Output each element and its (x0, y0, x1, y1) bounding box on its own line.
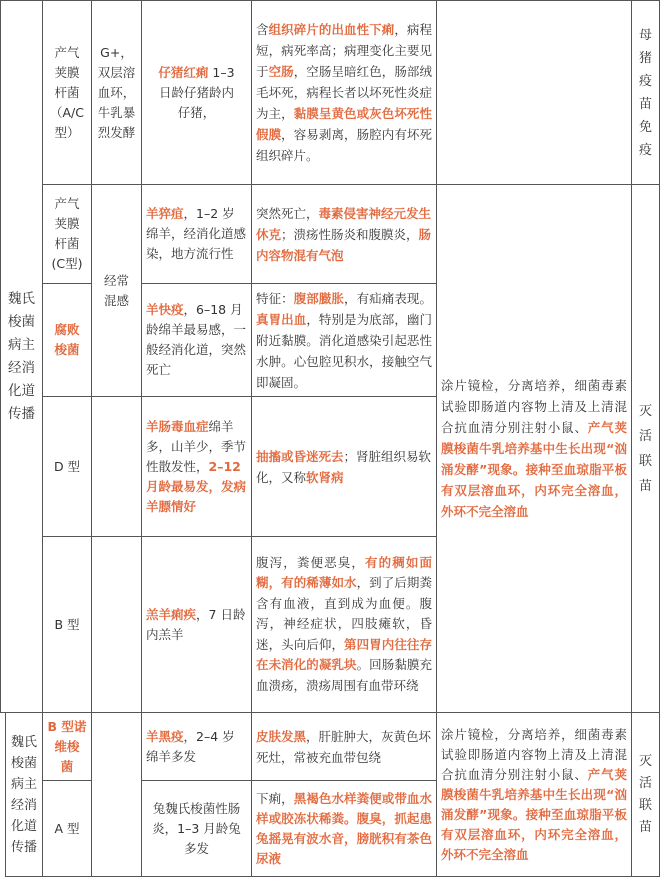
prevention-cell-vaccine-bottom: 灭 活 联 苗 (638, 753, 652, 835)
symptom-highlight: 黑褐色水样粪便或带血水样或胶冻状稀粪。腹臭，抓起患兔摇晃有波水音，膀胱积有茶色尿液 (256, 790, 432, 866)
symptom-highlight: 黏膜呈黄色或灰色坏死性假膜 (256, 106, 432, 142)
disease-name: 仔猪红痢 (158, 64, 209, 80)
disease-cell-d (142, 397, 251, 536)
symptom-highlight: 空肠 (268, 64, 294, 79)
disease-highlight: 2–12 月龄最易发，发病羊膘情好 (146, 458, 247, 514)
symptom-text: 。回肠黏膜充血溃疡，溃疡周围有血带环绕 (256, 657, 432, 693)
symptom-cell-b-novyi (252, 713, 436, 780)
symptom-highlight: 组织碎片的出血性下痢 (268, 22, 395, 37)
symptom-text: ，到了后期粪含有血液，直到成为血便。腹泻，神经症状，四肢瘫软，昏迷，头向后仰， (256, 575, 432, 652)
disease-cell-c (142, 185, 251, 283)
diagnosis-text: 涂片镜检，分离培养，细菌毒素试验即肠道内容物上清及上清混合抗血清分别注射小鼠、 (441, 726, 627, 782)
disease-cell-septicum (142, 284, 251, 396)
disease-name: 羊猝疽 (146, 206, 184, 221)
type-cell-ac: 产气 荚膜 杆菌 （A/C 型） (50, 44, 84, 140)
symptom-text: 腹泻，粪便恶臭， (256, 554, 365, 570)
transmission-cell-top: 魏氏 梭菌 病主 经消 化道 传播 (8, 290, 35, 422)
symptom-highlight: 软肾病 (306, 469, 344, 485)
diagnosis-cell-bottom (437, 713, 631, 876)
symptom-text: ，容易剥离，肠腔内有坏死组织碎片。 (256, 127, 432, 163)
transmission-cell-bottom: 魏氏 梭菌 病主 经消 化道 传播 (10, 734, 37, 855)
symptom-highlight: 肠内容物混有气泡 (256, 226, 432, 263)
symptom-text: ，病程短，病死率高；病理变化主要见于 (256, 22, 432, 79)
type-cell-septicum: 腐败 梭菌 (54, 322, 80, 357)
symptom-text: 含 (256, 22, 269, 37)
disease-name: 羔羊痢疾 (146, 606, 197, 622)
disease-cell-a (142, 781, 251, 876)
symptom-cell-septicum (252, 284, 436, 396)
type-cell-c: 产气 荚膜 杆菌 (C型) (51, 196, 83, 271)
diagnosis-highlight: 产气荚膜梭菌牛乳培养基中生长出现“汹涌发酵”现象。接种至血琼脂平板有双层溶血环，内环完全溶血，外环不完全溶血 (441, 766, 627, 862)
type-cell-a: A 型 (54, 820, 80, 836)
symptom-highlight: 腹部臌胀 (293, 290, 345, 306)
disease-cell-ac (142, 1, 251, 184)
feature-cell-ac: G+， 双层溶 血环， 牛乳暴 烈发酵 (97, 44, 136, 140)
symptom-highlight: 真胃出血 (256, 311, 307, 327)
feature-cell-mixed: 经常 混感 (103, 272, 129, 308)
diagnosis-cell-top (437, 185, 631, 712)
symptom-text: ，空肠呈暗红色，肠部绒毛坏死，病程长者以坏死性炎症为主， (256, 64, 432, 121)
symptom-cell-c (252, 185, 436, 283)
symptom-cell-a (252, 781, 436, 876)
disease-cell-b (142, 537, 251, 712)
symptom-cell-b (252, 537, 436, 712)
symptom-highlight: 抽搐或昏迷死去 (256, 448, 344, 464)
symptom-text: ；溃疡性肠炎和腹膜炎， (281, 226, 419, 242)
diagnosis-text: 涂片镜检，分离培养，细菌毒素试验即肠道内容物上清及上清混合抗血清分别注射小鼠、 (441, 378, 627, 435)
symptom-highlight: 有的稠如面糊，有的稀薄如水 (256, 554, 432, 591)
disease-cell-b-novyi (142, 713, 251, 780)
prevention-cell-vaccine-top: 灭 活 联 苗 (638, 403, 652, 494)
type-cell-b-novyi: B 型诺 维梭 菌 (47, 718, 87, 774)
disease-detail: ，1–2 岁绵羊，经消化道感染，地方流行性 (146, 206, 247, 261)
symptom-cell-ac (252, 1, 436, 184)
disease-detail: 1–3 日龄仔猪龄内 仔猪， (158, 64, 235, 120)
disease-detail: 兔魏氏梭菌性肠炎，1–3 月龄兔多发 (152, 800, 241, 856)
symptom-highlight: 毒素侵害神经元发生休克 (256, 205, 432, 242)
symptom-text: 下痢， (256, 790, 294, 806)
symptom-text: ，特别是为底部，幽门附近黏膜。消化道感染引起恶性水肿。心包腔见积水，接触空气即凝固。 (256, 311, 432, 390)
disease-name: 羊快疫 (146, 302, 184, 317)
symptom-text: 突然死亡， (256, 205, 319, 221)
type-cell-b: B 型 (54, 616, 80, 632)
prevention-cell-ac: 母 猪 疫 苗 免 疫 (638, 27, 652, 158)
symptom-cell-d (252, 397, 436, 536)
disease-detail: 绵羊多，山羊少，季节性散发性， (146, 418, 247, 474)
symptom-highlight: 第四胃内往往存在未消化的凝乳块 (256, 636, 432, 673)
disease-detail: ，2–4 岁绵羊多发 (146, 728, 235, 764)
diagnosis-highlight: 产气荚膜梭菌牛乳培养基中生长出现“汹涌发酵”现象。接种至血琼脂平板有双层溶血环，内环完全溶血，外环不完全溶血 (441, 420, 627, 519)
symptom-text: 特征： (256, 290, 294, 306)
disease-detail: ，7 日龄内羔羊 (146, 606, 246, 642)
disease-detail: ，6–18 月龄绵羊最易感，一般经消化道，突然死亡 (146, 302, 247, 377)
symptom-text: ；肾脏组织易软化，又称 (256, 448, 432, 485)
disease-name: 羊肠毒血症 (146, 418, 209, 434)
type-cell-d: D 型 (53, 458, 81, 474)
symptom-text: ，肝脏肿大，灰黄色坏死灶，常被充血带包绕 (256, 728, 432, 765)
symptom-highlight: 皮肤发黑 (256, 728, 307, 744)
disease-name: 羊黑疫 (146, 728, 184, 744)
symptom-text: ，有疝痛表现。 (344, 290, 432, 306)
